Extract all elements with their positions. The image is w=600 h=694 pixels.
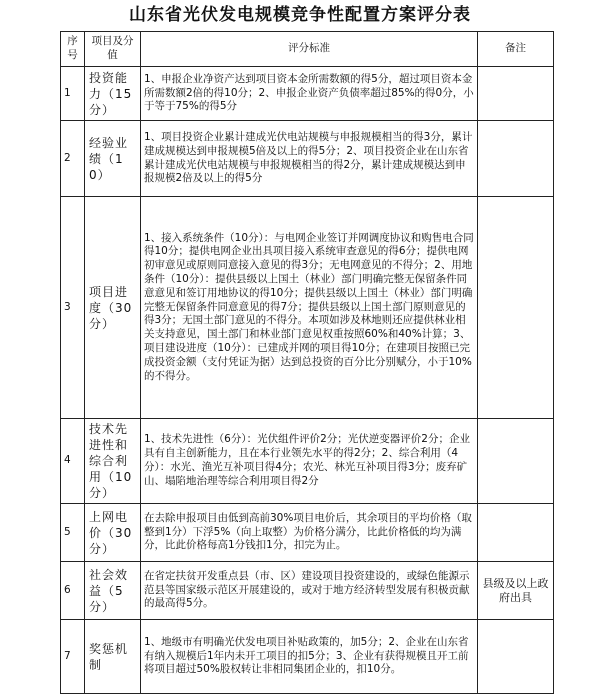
row-criteria: 1、申报企业净资产达到项目资本金所需数额的得5分，超过项目资本金所需数额2倍的得10分；2、申报企业资产负债率超过85%的得0分，小于等于75%的得5分 xyxy=(141,67,478,121)
table-row xyxy=(61,67,554,121)
row-note xyxy=(478,197,554,419)
row-note xyxy=(478,504,554,562)
row-number: 5 xyxy=(61,504,85,562)
row-number: 4 xyxy=(61,419,85,504)
scoring-table xyxy=(60,31,554,694)
row-number: 7 xyxy=(61,620,85,694)
row-note xyxy=(478,620,554,694)
row-item: 经验业绩（10） xyxy=(85,121,141,197)
row-number: 2 xyxy=(61,121,85,197)
table-row xyxy=(61,197,554,419)
table-header-row xyxy=(61,32,554,67)
row-note xyxy=(478,419,554,504)
row-note xyxy=(478,67,554,121)
row-number: 6 xyxy=(61,562,85,620)
row-criteria: 1、技术先进性（6分）：光伏组件评价2分；光伏逆变器评价2分；企业具有自主创新能力，且在本行业领先水平的得2分；2、综合利用（4分）：水光、渔光互补项目得4分；农光、林光互补项目得3分；废弃矿山、塌陷地治理等综合利用项目得2分 xyxy=(141,419,478,504)
table-row xyxy=(61,419,554,504)
row-item: 项目进度（30分） xyxy=(85,197,141,419)
row-item: 社会效益（5分） xyxy=(85,562,141,620)
row-criteria: 在去除申报项目由低到高前30%项目电价后，其余项目的平均价格（取整到1分）下浮5%（向上取整）为价格分满分，比此价格低的均为满分，比此价格每高1分钱扣1分，扣完为止。 xyxy=(141,504,478,562)
row-criteria: 1、接入系统条件（10分）：与电网企业签订并网调度协议和购售电合同得10分；提供电网企业出具项目接入系统审查意见的得6分；提供电网初审意见或原则同意接入意见的得3分；无电网意见的不得分；2、用地条件（10分）：提供县级以上国土（林业）部门明确完整无保留条件同意意见和签订用地协议的得10分；提供县级以上国土（林业）部门明确完整无保留条件同意意见的得7分；提供县级以上国土部门原则意见的得3分；无国土部门意见的不得分。本项如涉及林地则还应提供林业相关支持意见，国土部门和林业部门意见权重按照60%和40%计算；3、项目建设进度（10分）：已建成并网的项目得10分；在建项目按照已完成投资金额（支付凭证为据）达到总投资的百分比分别赋分，小于10%的不得分。 xyxy=(141,197,478,419)
row-note xyxy=(478,121,554,197)
row-number: 1 xyxy=(61,67,85,121)
header-no: 序号 xyxy=(61,32,85,67)
row-criteria: 在省定扶贫开发重点县（市、区）建设项目投资建设的，或绿色能源示范县等国家级示范区开展建设的，或对于地方经济转型发展有积极贡献的最高得5分。 xyxy=(141,562,478,620)
row-criteria: 1、地级市有明确光伏发电项目补贴政策的，加5分；2、企业在山东省有纳入规模后1年内未开工项目的扣5分；3、企业有获得规模且开工前将项目超过50%股权转让非相同集团企业的，扣10分。 xyxy=(141,620,478,694)
row-number: 3 xyxy=(61,197,85,419)
row-item: 奖惩机制 xyxy=(85,620,141,694)
row-note: 县级及以上政府出具 xyxy=(478,562,554,620)
row-item: 技术先进性和综合利用（10分） xyxy=(85,419,141,504)
row-item: 投资能力（15分） xyxy=(85,67,141,121)
row-criteria: 1、项目投资企业累计建成光伏电站规模与申报规模相当的得3分，累计建成规模达到申报规模5倍及以上的得5分；2、项目投资企业在山东省累计建成光伏电站规模与申报规模相当的得2分，累计建成规模达到申报规模2倍及以上的得5分 xyxy=(141,121,478,197)
table-row xyxy=(61,620,554,694)
table-row xyxy=(61,562,554,620)
table-row xyxy=(61,121,554,197)
header-criteria: 评分标准 xyxy=(141,32,478,67)
row-item: 上网电价（30分） xyxy=(85,504,141,562)
header-note: 备注 xyxy=(478,32,554,67)
table-row xyxy=(61,504,554,562)
header-item: 项目及分值 xyxy=(85,32,141,67)
page-title: 山东省光伏发电规模竞争性配置方案评分表 xyxy=(129,5,471,25)
